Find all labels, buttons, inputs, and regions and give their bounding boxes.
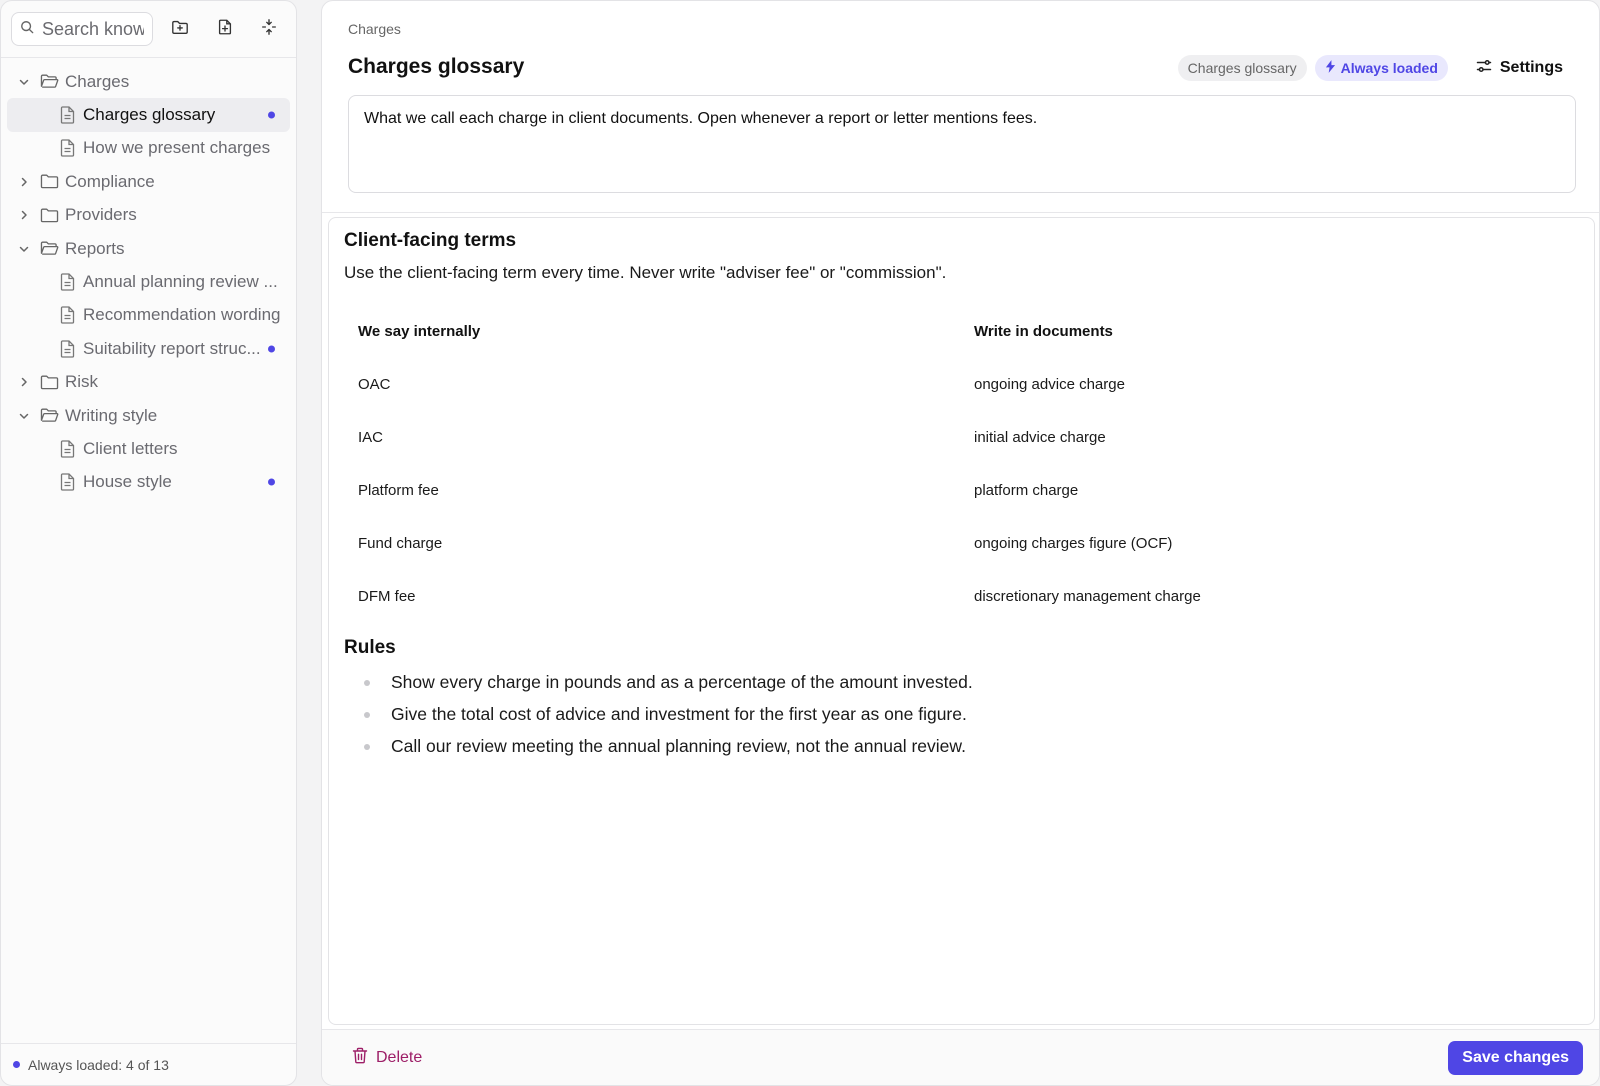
- file-icon: [57, 439, 77, 459]
- chevron-down-icon[interactable]: [17, 242, 31, 256]
- delete-label: Delete: [376, 1048, 423, 1066]
- collapse-icon: [260, 18, 278, 41]
- table-cell: OAC: [358, 376, 391, 393]
- tree-folder-charges[interactable]: [7, 65, 290, 98]
- tree-item-label: Suitability report struc...: [83, 338, 261, 358]
- tree-item-label: Risk: [65, 372, 99, 392]
- tree-folder-compliance[interactable]: [7, 165, 290, 198]
- table-cell: discretionary management charge: [974, 588, 1201, 605]
- chevron-right-icon[interactable]: [17, 175, 31, 189]
- tree-item-label: Annual planning review ...: [83, 272, 278, 292]
- chevron-right-icon[interactable]: [17, 208, 31, 222]
- folder-open-icon: [39, 72, 59, 92]
- always-loaded-dot: [268, 479, 275, 486]
- chevron-right-icon[interactable]: [17, 375, 31, 389]
- table-row: [344, 358, 1580, 411]
- document-body[interactable]: [328, 217, 1595, 1025]
- terms-table: [344, 305, 1580, 623]
- tree-file-recommendation-wording[interactable]: [7, 299, 290, 332]
- table-header-row: [344, 305, 1580, 358]
- tree-file-house-style[interactable]: [7, 466, 290, 499]
- folder-icon: [39, 172, 59, 192]
- column-header-internal: We say internally: [358, 323, 481, 340]
- always-loaded-dot: [268, 112, 275, 119]
- rules-list: [344, 667, 1579, 763]
- always-loaded-badge[interactable]: [1315, 55, 1448, 81]
- new-file-button[interactable]: [207, 12, 241, 46]
- folder-icon: [39, 205, 59, 225]
- file-icon: [57, 105, 77, 125]
- tree-item-label: House style: [83, 472, 172, 492]
- file-icon: [57, 272, 77, 292]
- document-editor: [321, 0, 1600, 1086]
- table-cell: Platform fee: [358, 482, 439, 499]
- tree-item-label: Compliance: [65, 171, 155, 191]
- table-cell: platform charge: [974, 482, 1079, 499]
- tree-folder-reports[interactable]: [7, 232, 290, 265]
- section-heading-terms: Client-facing terms: [344, 230, 517, 251]
- list-item: Give the total cost of advice and investment for the first year as one figure.: [364, 699, 1579, 731]
- tree-item-label: Providers: [65, 205, 137, 225]
- list-item: Show every charge in pounds and as a percentage of the amount invested.: [364, 667, 1579, 699]
- tree-folder-risk[interactable]: [7, 366, 290, 399]
- folder-plus-icon: [171, 18, 189, 41]
- file-plus-icon: [216, 18, 234, 41]
- settings-button[interactable]: [1456, 53, 1573, 83]
- tree-item-label: Writing style: [65, 405, 158, 425]
- lightning-icon: [1325, 60, 1336, 76]
- description-field[interactable]: [348, 95, 1576, 193]
- file-icon: [57, 305, 77, 325]
- chevron-down-icon[interactable]: [17, 75, 31, 89]
- new-folder-button[interactable]: [163, 12, 197, 46]
- table-row: [344, 517, 1580, 570]
- tree-item-label: Charges glossary: [83, 105, 216, 125]
- folder-icon: [39, 372, 59, 392]
- file-tree: [1, 58, 296, 499]
- header-actions: [1178, 53, 1573, 83]
- tree-file-client-letters[interactable]: [7, 432, 290, 465]
- tree-file-charges-glossary[interactable]: [7, 98, 290, 131]
- search-input[interactable]: [42, 19, 144, 40]
- delete-button[interactable]: [352, 1047, 422, 1069]
- collapse-all-button[interactable]: [252, 12, 286, 46]
- table-cell: IAC: [358, 429, 384, 446]
- table-row: [344, 411, 1580, 464]
- folder-open-icon: [39, 406, 59, 426]
- tree-folder-providers[interactable]: [7, 199, 290, 232]
- tree-item-label: Reports: [65, 238, 125, 258]
- folder-open-icon: [39, 239, 59, 259]
- search-icon: [20, 20, 34, 39]
- breadcrumb[interactable]: Charges: [348, 21, 401, 37]
- section-heading-rules: Rules: [344, 637, 396, 658]
- file-icon: [57, 138, 77, 158]
- search-box[interactable]: [11, 12, 153, 46]
- table-cell: Fund charge: [358, 535, 443, 552]
- file-icon: [57, 472, 77, 492]
- settings-label: Settings: [1499, 59, 1563, 76]
- document-header: [322, 1, 1599, 213]
- section-lead-text: Use the client-facing term every time. Never write "adviser fee" or "commission".: [344, 263, 947, 282]
- tree-item-label: Recommendation wording: [83, 305, 281, 325]
- column-header-documents: Write in documents: [974, 323, 1113, 340]
- sliders-icon: [1476, 58, 1492, 79]
- chevron-down-icon[interactable]: [17, 409, 31, 423]
- trash-icon: [352, 1047, 368, 1069]
- table-row: [344, 570, 1580, 623]
- tree-file-annual-planning-review[interactable]: [7, 265, 290, 298]
- knowledge-sidebar: [0, 0, 297, 1086]
- tree-file-suitability-report-struc[interactable]: [7, 332, 290, 365]
- table-cell: initial advice charge: [974, 429, 1106, 446]
- table-cell: DFM fee: [358, 588, 416, 605]
- always-loaded-label: Always loaded: [1340, 60, 1438, 76]
- table-cell: ongoing advice charge: [974, 376, 1125, 393]
- sidebar-footer: [1, 1043, 296, 1085]
- tree-folder-writing-style[interactable]: [7, 399, 290, 432]
- rules-section: [344, 637, 1579, 763]
- tree-item-label: Charges: [65, 71, 130, 91]
- save-button[interactable]: Save changes: [1448, 1041, 1583, 1075]
- always-loaded-count: Always loaded: 4 of 13: [28, 1056, 169, 1073]
- tree-item-label: How we present charges: [83, 138, 271, 158]
- always-loaded-dot: [13, 1061, 20, 1068]
- tree-item-label: Client letters: [83, 438, 178, 458]
- list-item: Call our review meeting the annual planning review, not the annual review.: [364, 731, 1579, 763]
- always-loaded-dot: [268, 345, 275, 352]
- editor-footer: [322, 1029, 1599, 1085]
- sidebar-toolbar: [1, 1, 296, 58]
- table-cell: ongoing charges figure (OCF): [974, 535, 1173, 552]
- file-icon: [57, 339, 77, 359]
- tree-file-how-we-present-charges[interactable]: [7, 132, 290, 165]
- page-title: Charges glossary: [348, 55, 525, 78]
- table-row: [344, 464, 1580, 517]
- document-name-chip: Charges glossary: [1178, 55, 1307, 81]
